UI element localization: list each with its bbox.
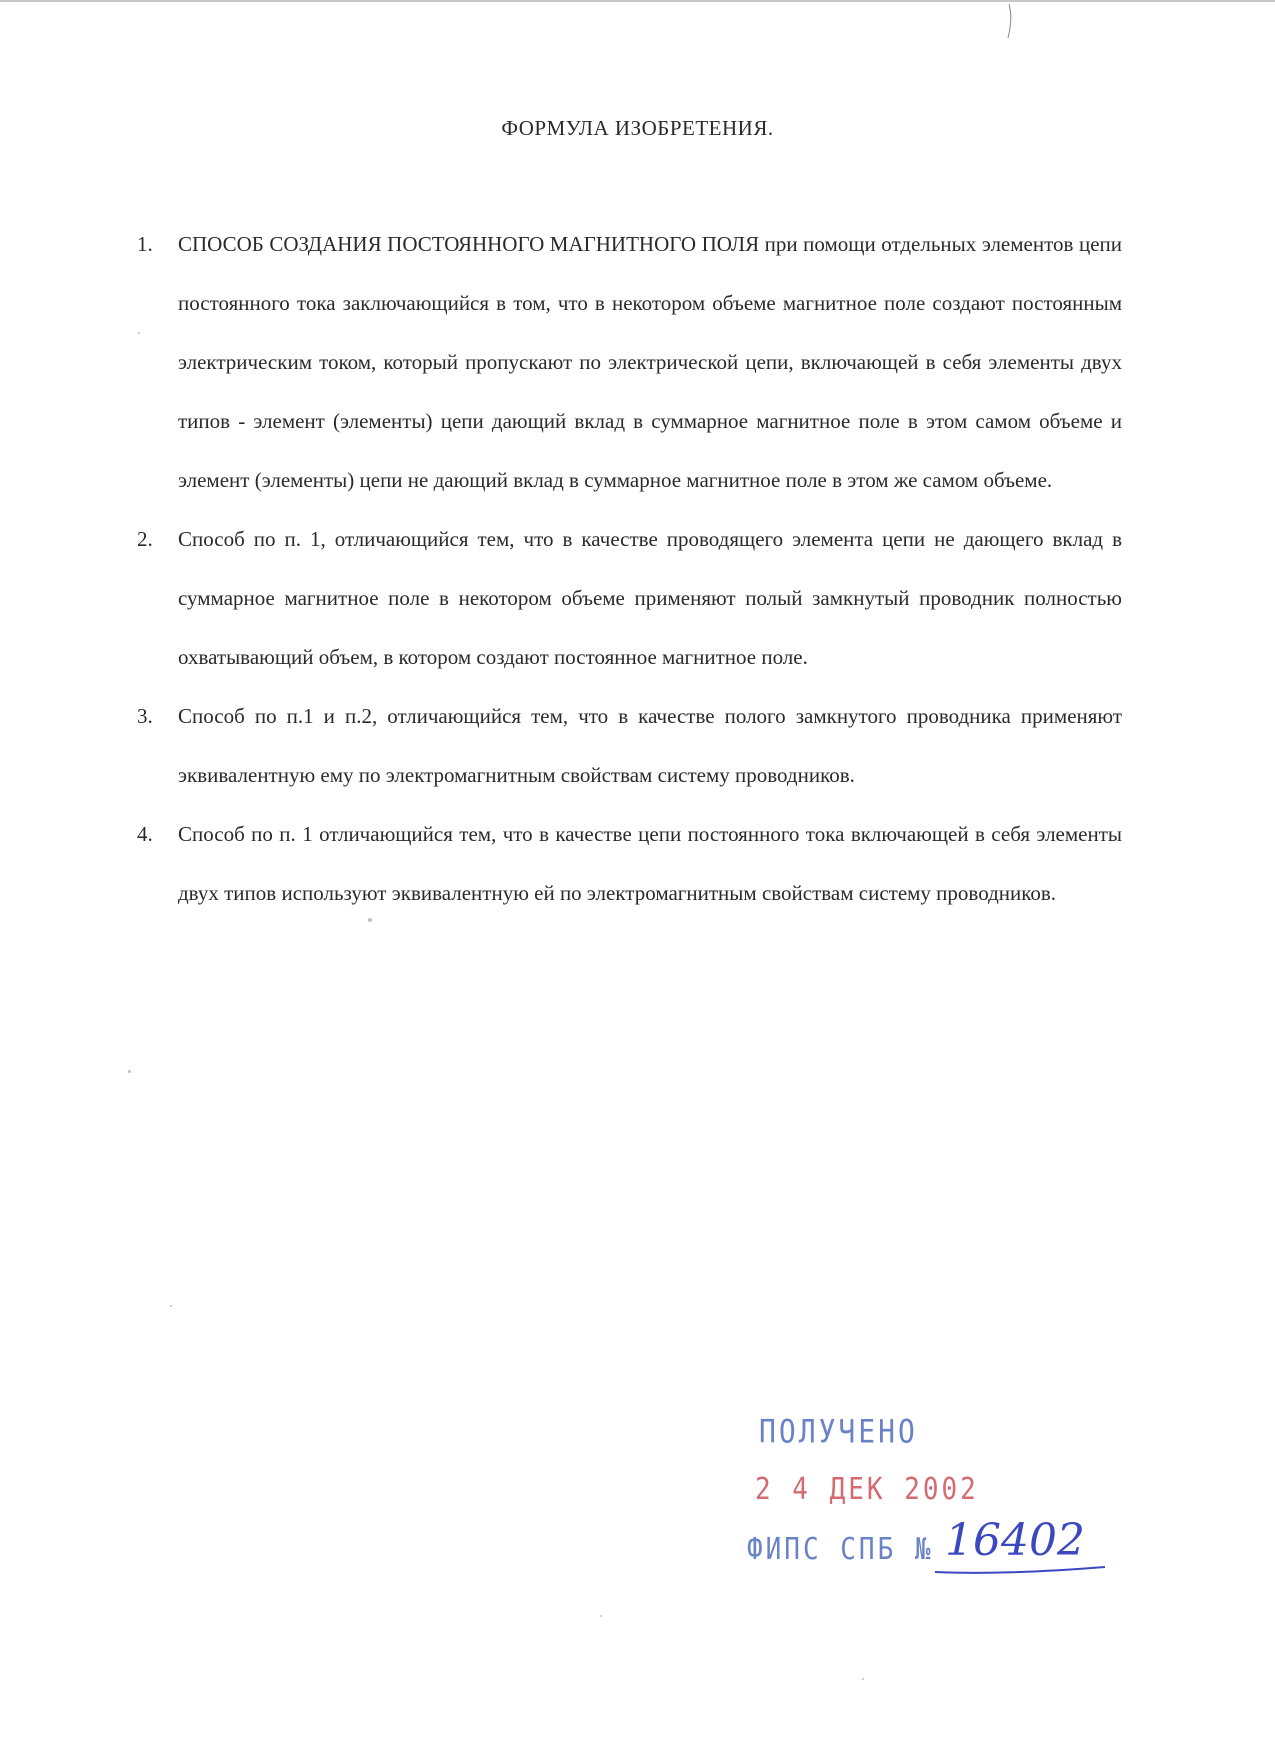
scan-top-edge: [0, 0, 1275, 2]
stamp-office-label: ФИПС СПБ №: [747, 1532, 934, 1568]
claim-3: [132, 687, 1122, 805]
claim-3-text: Способ по п.1 и п.2, отличающийся тем, что в качестве полого замкнутого проводника применяют эквивалентную ему по электромагнитным свойствам систему проводников.: [178, 704, 1122, 787]
scan-speck: [138, 332, 140, 334]
claim-4: [132, 805, 1122, 923]
scan-speck: [600, 1615, 602, 1617]
scan-speck: [170, 1305, 172, 1307]
claim-2-text: Способ по п. 1, отличающийся тем, что в качестве проводящего элемента цепи не дающего вклад в суммарное магнитное поле в некотором объеме применяют полый замкнутый проводник полностью охватывающий объем, в котором создают постоянное магнитное поле.: [178, 527, 1122, 669]
stamp-date: 2 4 ДЕК 2002: [755, 1472, 979, 1508]
claim-2: [132, 510, 1122, 687]
receipt-stamp: [735, 1412, 1135, 1595]
claim-3-number: 3.: [137, 704, 153, 728]
scan-speck: [128, 1070, 131, 1073]
claim-4-number: 4.: [137, 822, 153, 846]
scan-speck: [862, 1678, 864, 1680]
scan-edge-mark-icon: [1005, 2, 1017, 42]
claims-list: [132, 215, 1122, 923]
claim-2-number: 2.: [137, 527, 153, 551]
claim-4-text: Способ по п. 1 отличающийся тем, что в качестве цепи постоянного тока включающей в себя элементы двух типов используют эквивалентную ей по электромагнитным свойствам систему проводников.: [178, 822, 1122, 905]
claim-1-text: СПОСОБ СОЗДАНИЯ ПОСТОЯННОГО МАГНИТНОГО ПОЛЯ при помощи отдельных элементов цепи постоянного тока заключающийся в том, что в некотором объеме магнитное поле создают постоянным электрическим током, который пропускают по электрической цепи, включающей в себя элементы двух типов - элемент (элементы) цепи дающий вклад в суммарное магнитное поле в этом самом объеме и элемент (элементы) цепи не дающий вклад в суммарное магнитное поле в этом же самом объеме.: [178, 232, 1122, 492]
stamp-handwritten-number: 16402: [945, 1515, 1085, 1566]
stamp-received-label: ПОЛУЧЕНО: [759, 1412, 918, 1451]
claim-1-number: 1.: [137, 232, 153, 256]
claim-1: [132, 215, 1122, 510]
scan-speck: [368, 918, 372, 922]
document-title: ФОРМУЛА ИЗОБРЕТЕНИЯ.: [501, 116, 774, 140]
